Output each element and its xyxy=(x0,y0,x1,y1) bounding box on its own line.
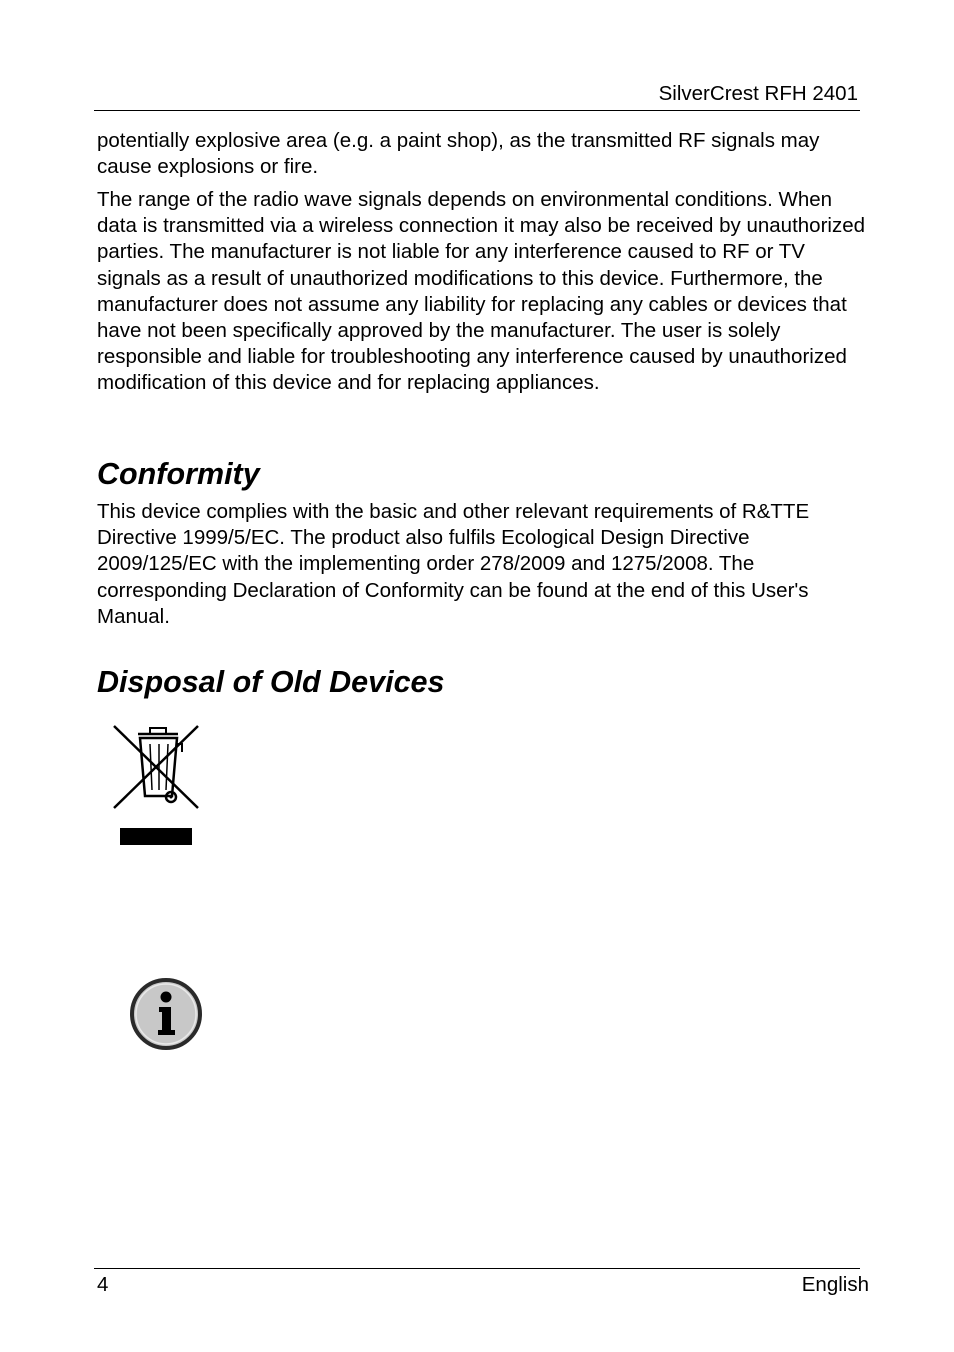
page-header xyxy=(94,80,860,111)
intro-paragraph: potentially explosive area (e.g. a paint shop), as the transmitted RF signals may cause explosions or fire. xyxy=(97,129,820,179)
conformity-paragraph: This device complies with the basic and other relevant requirements of R&TTE Directive 1999/5/EC. The product also fulfils Ecological Design Directive 2009/125/EC with the implementing order 278/2009 and 1275/2008. The corresponding Declaration of Conformity can be found at the end of this User's Manual. xyxy=(97,500,810,628)
crossed-out-wheeled-bin-icon xyxy=(108,722,204,848)
range-paragraph: The range of the radio wave signals depends on environmental conditions. When data is transmitted via a wireless connection it may also be received by unauthorized parties. The manufacturer is not liable for any interference caused to RF or TV signals as a result of unauthorized modifications to this device. Furthermore, the manufacturer does not assume any liability for replacing any cables or devices that have not been specifically approved by the manufacturer. The user is solely responsible and liable for troubleshooting any interference caused by unauthorized modification of this device and for replacing appliances. xyxy=(97,188,866,395)
footer-language: English xyxy=(801,1273,869,1296)
header-product-name: SilverCrest RFH 2401 xyxy=(658,82,858,105)
conformity-heading: Conformity xyxy=(97,457,260,491)
disposal-heading: Disposal of Old Devices xyxy=(97,665,445,699)
page-footer xyxy=(94,1268,869,1296)
info-icon xyxy=(128,976,204,1052)
page-number: 4 xyxy=(97,1273,109,1296)
